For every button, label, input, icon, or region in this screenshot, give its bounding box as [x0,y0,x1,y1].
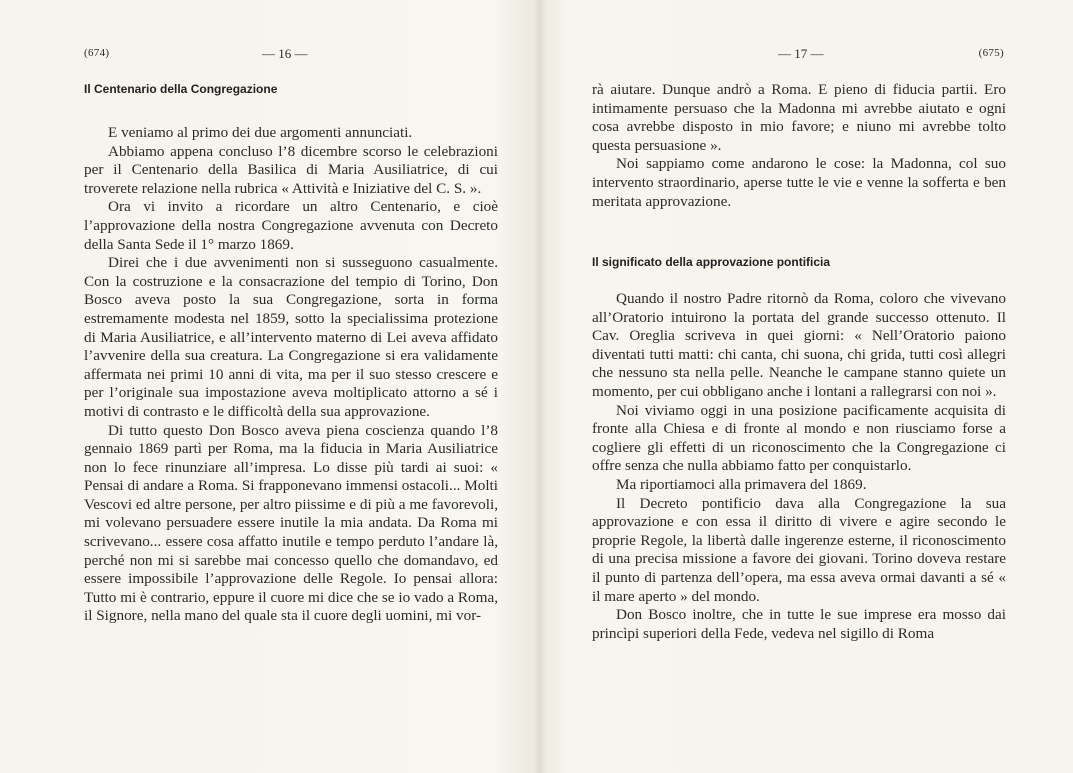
right-paragraph: rà aiutare. Dunque andrò a Roma. E pieno di fiducia partii. Ero intimamente persuaso che la Madonna mi avrebbe aiutato e ogni cosa avrebbe disposto in mio favore; e niuno mi avrebbe tolto questa persuasione ». [592,81,1006,154]
left-paragraph: Di tutto questo Don Bosco aveva piena coscienza quando l’8 gennaio 1869 partì per Roma, ma la fiducia in Maria Ausiliatrice non lo fece rinunziare all’impresa. Lo disse più tardi ai suoi: « Pensai di andare a Roma. Si frapponevano immensi ostacoli... Molti Vescovi ed altre persone, per altro piissime e di più a me favorevoli, mi volevano persuadere essere inutile la mia andata. Da Roma mi scrivevano... essere cosa affatto inutile e tempo perduto l’andare là, perché non mi si sarebbe mai concesso quello che domandavo, ed essere impossibile l’approvazione delle Regole. Io pensai allora: Tutto mi è contrario, eppure il cuore mi dice che se io vado a Roma, il Signore, nella mano del quale sta il cuore degli uomini, mi vor- [84,421,498,625]
right-paragraph: Noi viviamo oggi in una posizione pacificamente acquisita di fronte alla Chiesa e di fronte al mondo e non riusciamo forse a cogliere gli effetti di un riconoscimento che la Congregazione ci offre senza che nulla abbiamo fatto per conquistarlo. [592,401,1006,475]
right-bracket-number: (675) [978,47,1004,59]
right-page-number: — 17 — [778,46,824,61]
left-paragraph: Abbiamo appena concluso l’8 dicembre scorso le celebrazioni per il Centenario della Basilica di Maria Ausiliatrice, di cui troverete relazione nella rubrica « Attività e Iniziative del C. S. ». [84,142,498,197]
left-paragraph: E veniamo al primo dei due argomenti annunciati. [108,124,413,141]
left-page [84,0,498,773]
right-paragraph: Quando il nostro Padre ritornò da Roma, coloro che vivevano all’Oratorio intuirono la portata del grande successo ottenuto. Il Cav. Oreglia scriveva in quei giorni: « Nell’Oratorio paiono diventati tutti matti: chi canta, chi suona, chi grida, tutti così allegri che nessuno sta nella pelle. Neanche le campane stanno quiete un momento, per cui obbligano anche i lontani a rallegrarsi con noi ». [592,290,1006,400]
right-paragraph: Don Bosco inoltre, che in tutte le sue imprese era mosso dai princìpi superiori della Fede, vedeva nel sigillo di Roma [592,606,1006,642]
right-section-heading: Il significato della approvazione pontificia [592,255,831,269]
left-paragraph: Direi che i due avvenimenti non si susseguono casualmente. Con la costruzione e la consacrazione del tempio di Torino, Don Bosco aveva posto la sua Congregazione, sorta in forma estremamente modesta nel 1859, sotto la specialissima protezione di Maria Ausiliatrice, e all’intervento materno di Lei aveva affidato l’avvenire della sua creatura. La Congregazione si era validamente affermata nei primi 10 anni di vita, ma per il suo stesso crescere e per l’originale sua impostazione aveva moltiplicato attorno a sé i motivi di contrasto e le difficoltà della sua approvazione. [84,254,498,420]
right-paragraph: Ma riportiamoci alla primavera del 1869. [616,475,867,493]
left-paragraph: Ora vi invito a ricordare un altro Centenario, e cioè l’approvazione della nostra Congregazione avvenuta con Decreto della Santa Sede il 1° marzo 1869. [84,198,498,253]
left-page-header [84,47,498,63]
right-page-header [592,47,1006,63]
left-section-heading: Il Centenario della Congregazione [84,82,278,96]
right-body-text [592,290,1006,643]
right-intro-text [592,81,1006,211]
left-body-text [84,124,498,626]
left-bracket-number: (674) [84,47,110,59]
right-paragraph: Il Decreto pontificio dava alla Congregazione la sua approvazione e con essa il diritto di vivere e agire secondo le proprie Regole, la libertà dalle ingerenze esterne, il riconoscimento di una precisa missione a favore dei giovani. Torino doveva restare il punto di partenza dell’opera, ma essa aveva ormai davanti a sé « il mare aperto » del mondo. [592,494,1006,605]
right-page [592,0,1006,773]
book-gutter [534,0,546,773]
left-page-number: — 16 — [262,46,308,61]
right-paragraph: Noi sappiamo come andarono le cose: la Madonna, col suo intervento straordinario, aperse tutte le vie e venne la sofferta e ben meritata approvazione. [592,155,1006,210]
